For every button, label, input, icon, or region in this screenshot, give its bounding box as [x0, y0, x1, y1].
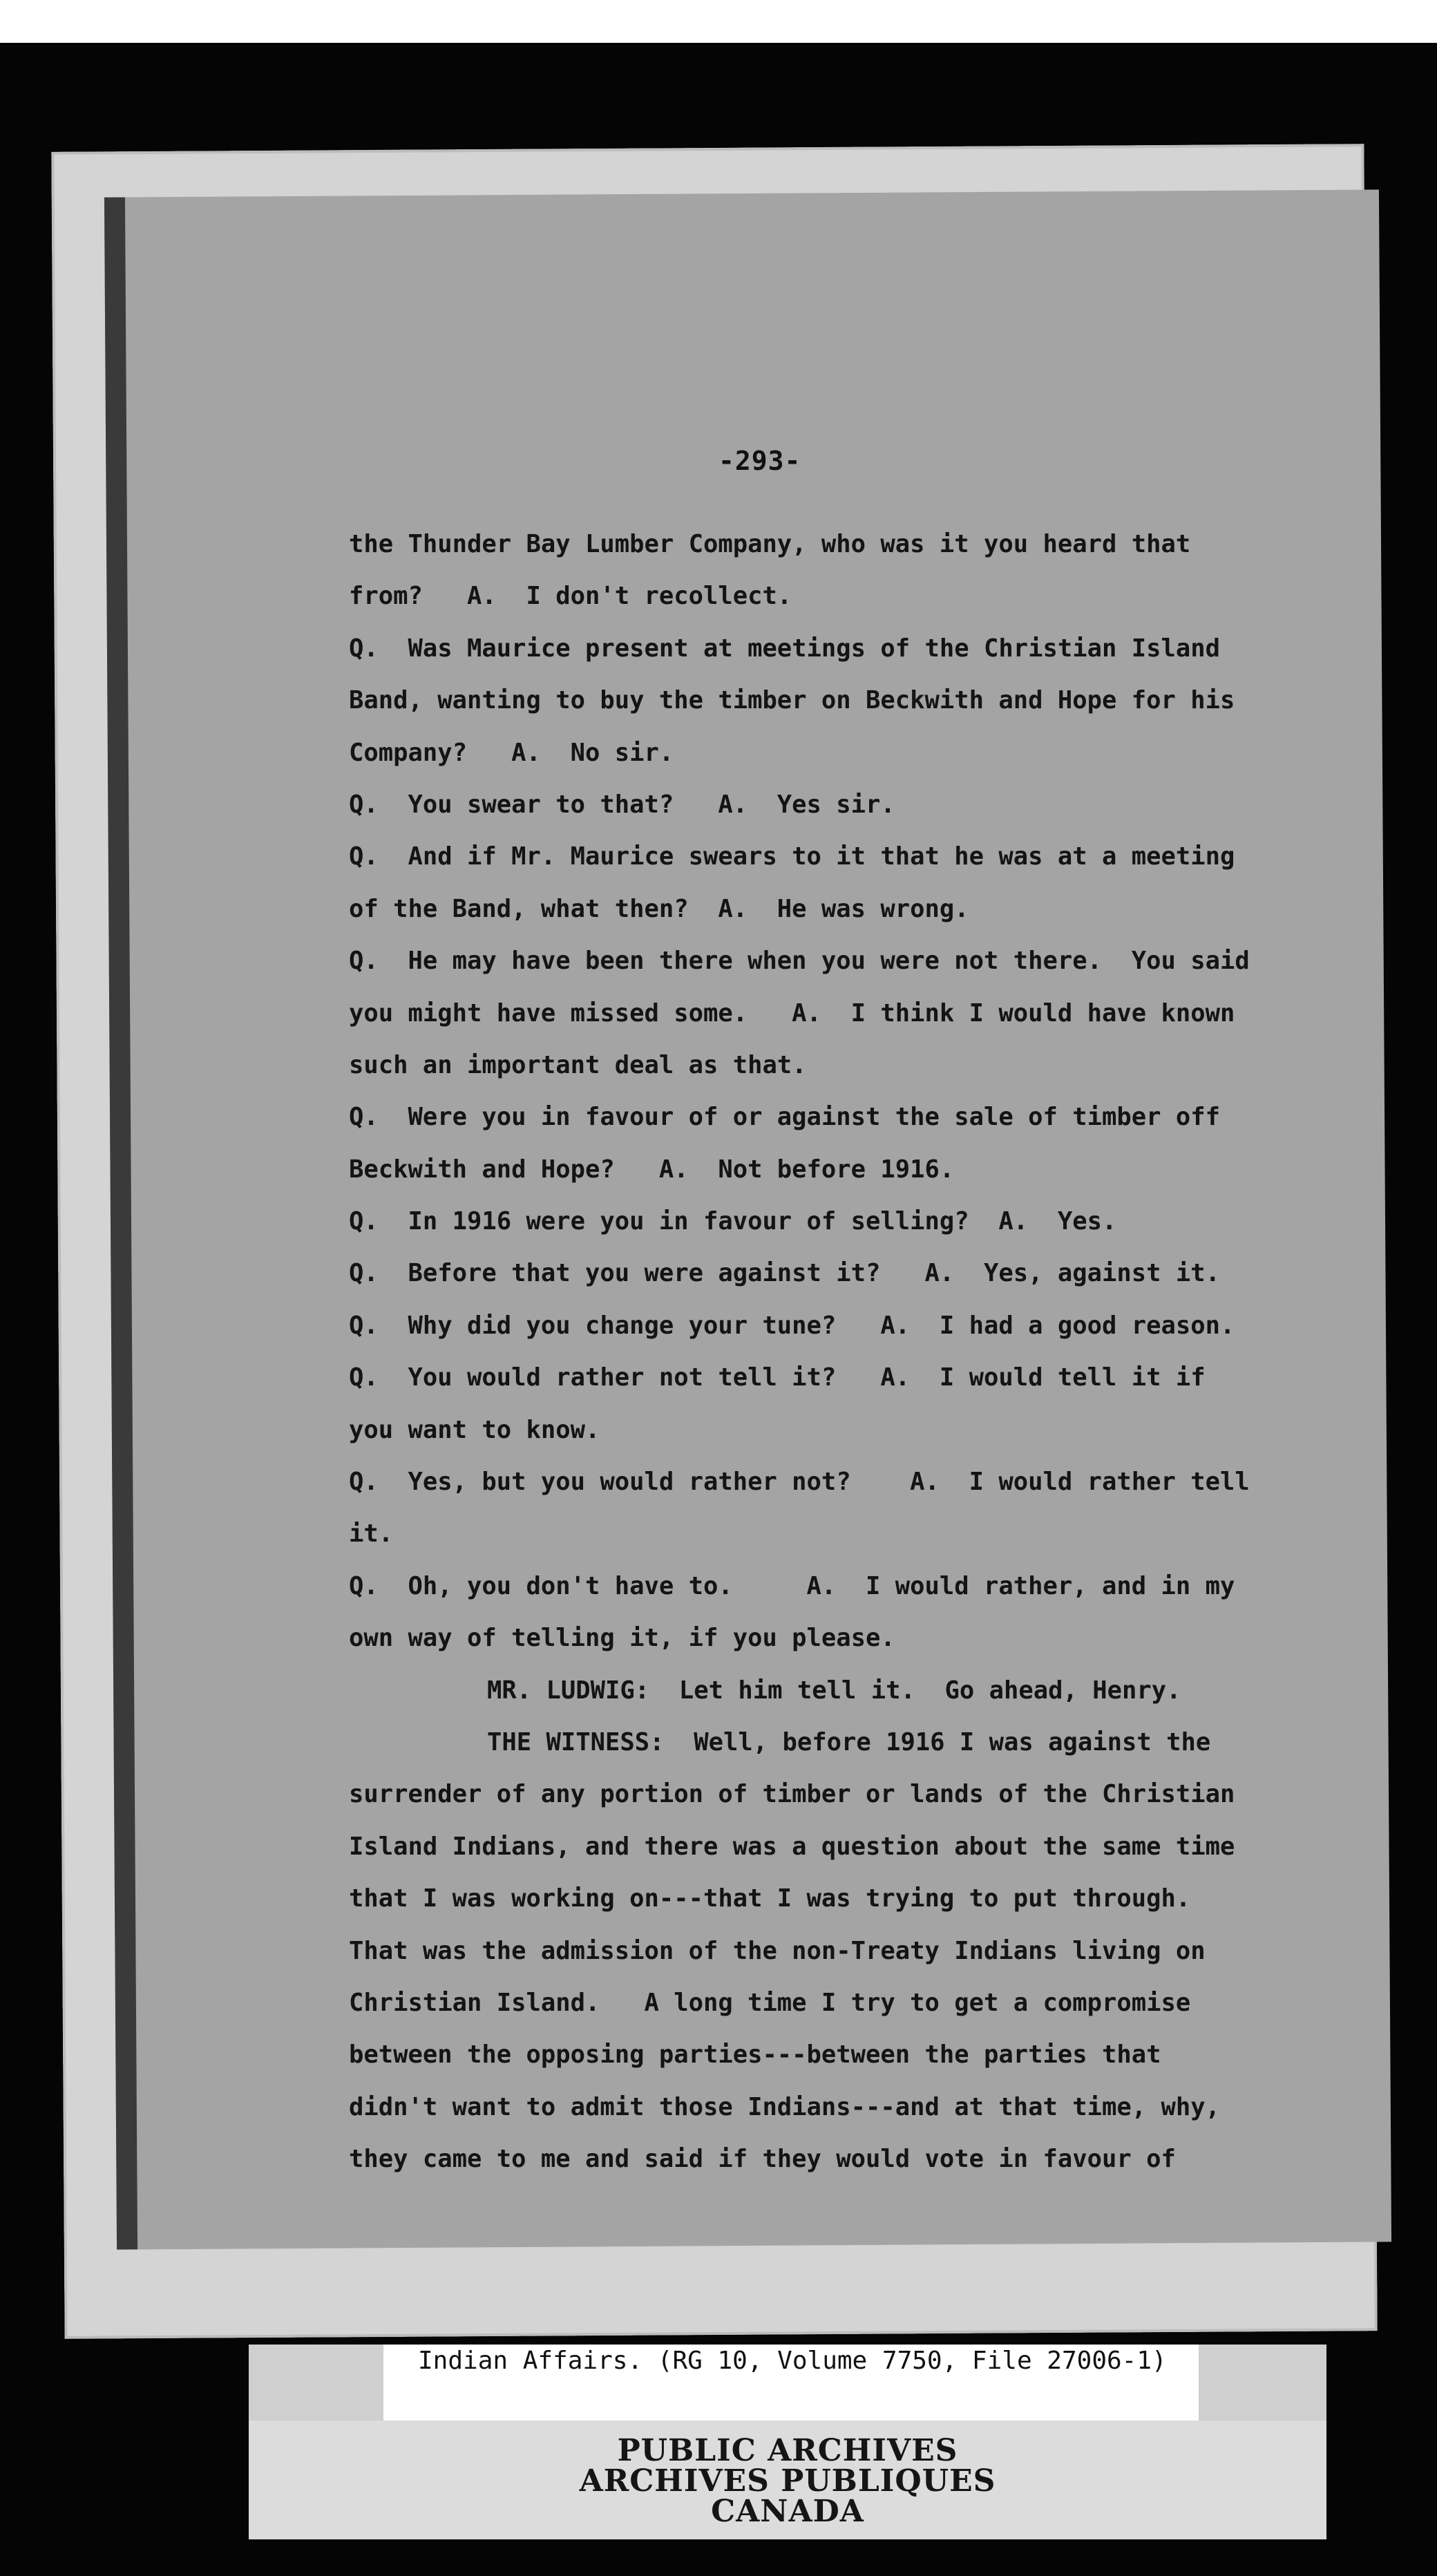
- transcript-line: from? A. I don't recollect.: [349, 582, 792, 611]
- transcript-line: own way of telling it, if you please.: [349, 1624, 895, 1653]
- stamp-line-1: PUBLIC ARCHIVES: [617, 2433, 958, 2468]
- transcript-line: Q. He may have been there when you were not there. You said: [349, 947, 1250, 976]
- transcript-line: Q. Were you in favour of or against the sale of timber off: [349, 1103, 1220, 1132]
- transcript-line: you want to know.: [349, 1415, 600, 1444]
- stamp-line-3: CANADA: [711, 2494, 864, 2529]
- transcript-line: it.: [349, 1519, 394, 1549]
- transcript-body: [349, 518, 1316, 2186]
- transcript-line: that I was working on---that I was trying to put through.: [349, 1884, 1191, 1913]
- stamp-line-2: ARCHIVES PUBLIQUES: [579, 2463, 996, 2499]
- transcript-line: Q. Why did you change your tune? A. I had a good reason.: [349, 1311, 1235, 1340]
- scan-bottom-border: [0, 2539, 1437, 2576]
- transcript-line: Band, wanting to buy the timber on Beckwith and Hope for his: [349, 686, 1235, 715]
- transcript-line: THE WITNESS: Well, before 1916 I was against the: [487, 1727, 1211, 1756]
- transcript-line: you might have missed some. A. I think I would have known: [349, 998, 1235, 1027]
- transcript-line: surrender of any portion of timber or lands of the Christian: [349, 1780, 1235, 1809]
- transcript-line: Christian Island. A long time I try to get a compromise: [349, 1988, 1191, 2017]
- archive-stamp: [525, 2433, 1050, 2529]
- transcript-line: between the opposing parties---between the parties that: [349, 2040, 1161, 2070]
- transcript-line: Q. Before that you were against it? A. Yes, against it.: [349, 1259, 1220, 1288]
- transcript-line: Beckwith and Hope? A. Not before 1916.: [349, 1155, 955, 1184]
- transcript-line: Company? A. No sir.: [349, 738, 674, 767]
- transcript-line: such an important deal as that.: [349, 1050, 807, 1079]
- transcript-line: Q. Oh, you don't have to. A. I would rather, and in my: [349, 1571, 1235, 1600]
- transcript-line: Q. You would rather not tell it? A. I would tell it if: [349, 1363, 1206, 1392]
- label-tab-left: [249, 2345, 383, 2421]
- transcript-line: didn't want to admit those Indians---and at that time, why,: [349, 2092, 1220, 2121]
- page-number: -293-: [718, 446, 801, 476]
- transcript-line: That was the admission of the non-Treaty Indians living on: [349, 1936, 1206, 1965]
- transcript-line: of the Band, what then? A. He was wrong.: [349, 894, 969, 923]
- transcript-line: they came to me and said if they would vote in favour of: [349, 2145, 1176, 2174]
- transcript-line: Q. And if Mr. Maurice swears to it that he was at a meeting: [349, 842, 1235, 871]
- transcript-line: Q. You swear to that? A. Yes sir.: [349, 790, 895, 819]
- transcript-line: Q. Yes, but you would rather not? A. I would rather tell: [349, 1468, 1250, 1497]
- transcript-line: MR. LUDWIG: Let him tell it. Go ahead, Henry.: [487, 1676, 1181, 1705]
- archive-reference: Indian Affairs. (RG 10, Volume 7750, File 27006-1): [418, 2347, 1167, 2375]
- transcript-line: Q. Was Maurice present at meetings of the Christian Island: [349, 634, 1220, 663]
- transcript-line: Q. In 1916 were you in favour of selling? A. Yes.: [349, 1207, 1117, 1236]
- transcript-line: the Thunder Bay Lumber Company, who was it you heard that: [349, 530, 1191, 558]
- transcript-line: Island Indians, and there was a question about the same time: [349, 1832, 1235, 1861]
- label-tab-right: [1199, 2345, 1326, 2421]
- scan-top-border: [0, 0, 1437, 43]
